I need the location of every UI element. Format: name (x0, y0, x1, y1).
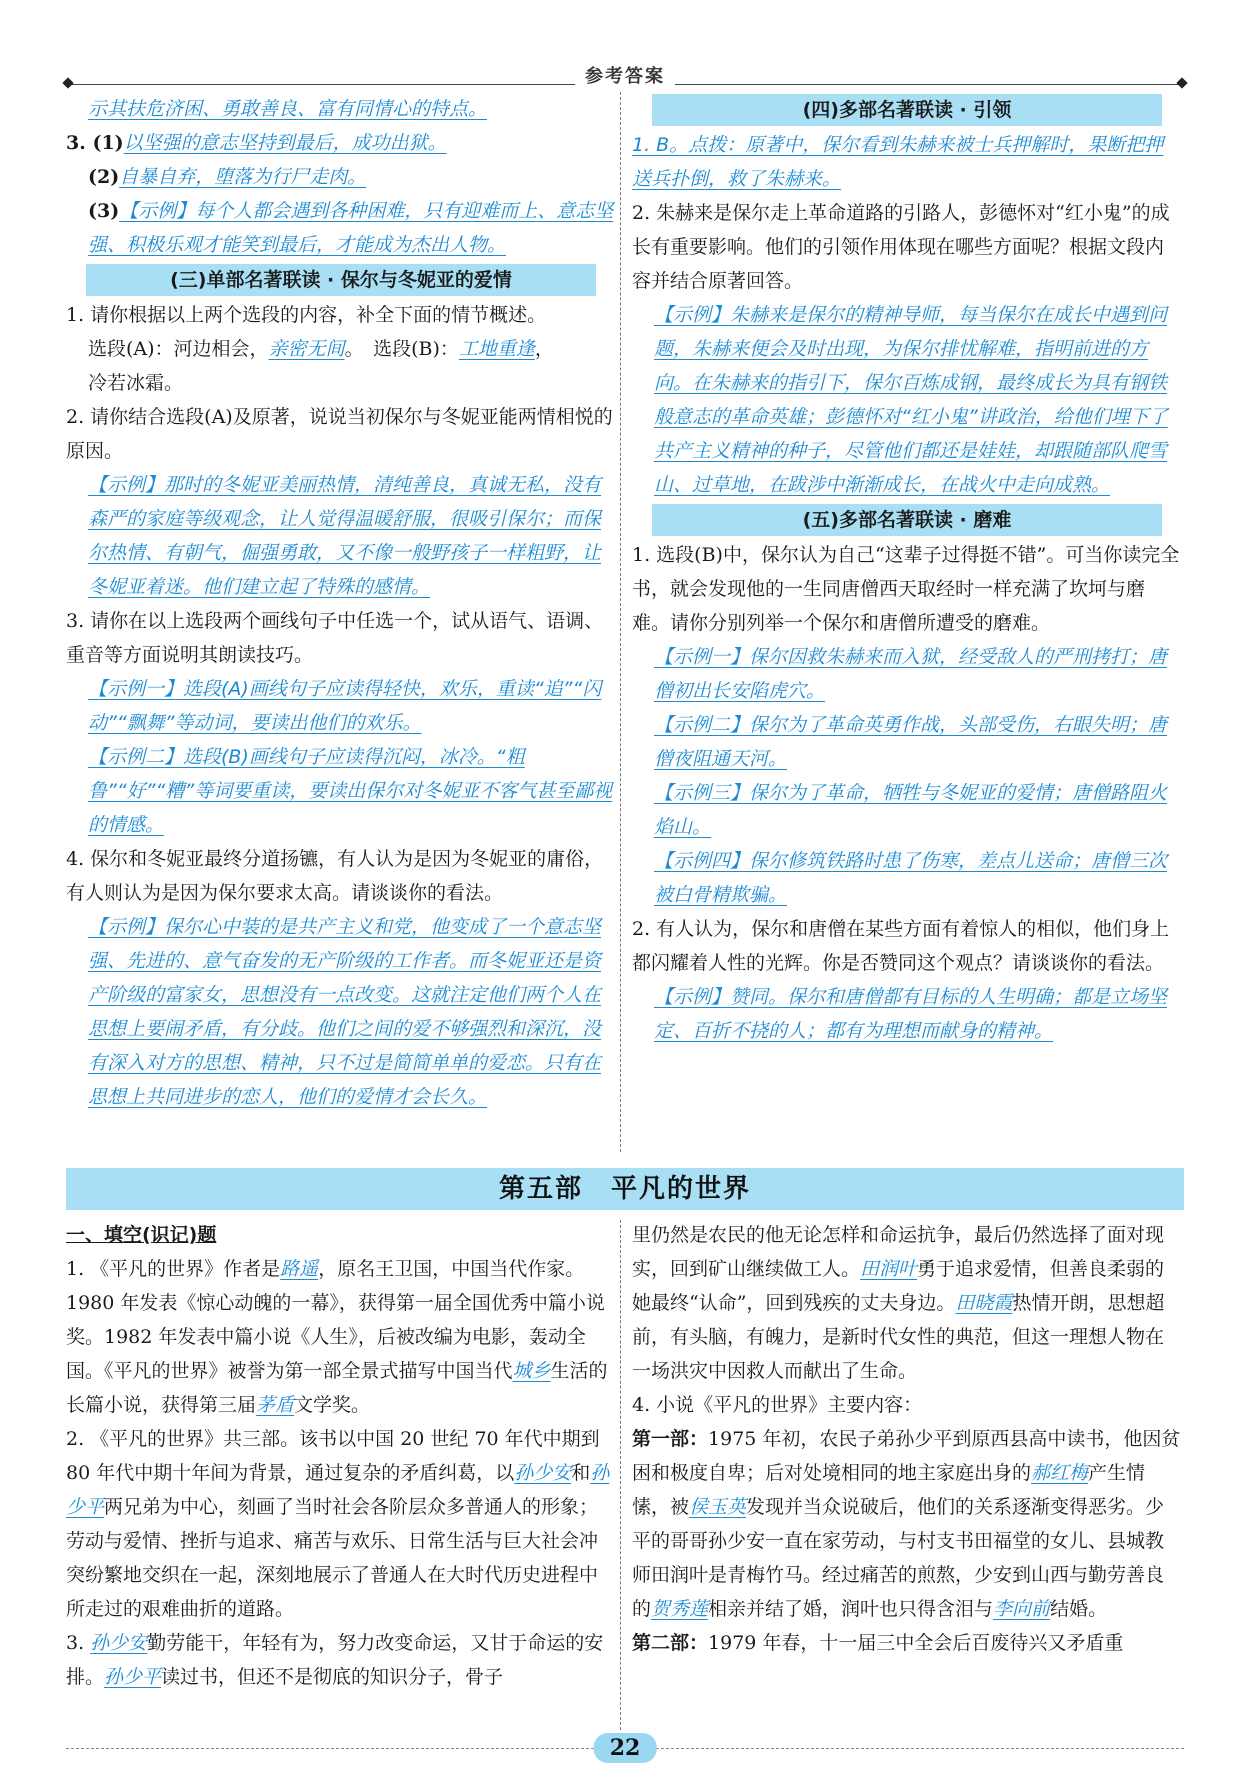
text: 2. 《平凡的世界》共三部。该书以中国 20 世纪 70 年代中期到 80 年代中期十年间为背景，通过复杂的矛盾纠葛，以 (66, 1428, 600, 1484)
text: 发现并当众说破后，他们的关系逐渐变得恶劣。少平的哥哥孙少安一直在家劳动，与村支书田福堂的女儿、县城教师田润叶是青梅竹马。经过痛苦的煎熬，少安到山西与勤劳善良的 (632, 1496, 1165, 1620)
question-3: 3. 请你在以上选段两个画线句子中任选一个，试从语气、语调、重音等方面说明其朗读技巧。 (66, 610, 604, 666)
answer-text: 李向前 (993, 1598, 1051, 1620)
left-column-top (66, 92, 616, 1114)
answer-text: 孙少安 (514, 1462, 572, 1484)
answer-text: 贺秀莲 (651, 1598, 709, 1620)
answer-text: 自暴自弃，堕落为行尸走肉。 (119, 166, 367, 188)
text: 3. (66, 1632, 91, 1654)
answer-text: 城乡 (512, 1360, 551, 1382)
text: ，原名王卫国，中国当代作家。1980 年发表《惊心动魄的一幕》，获得第一届全国优秀中篇小说奖。1982 年发表中篇小说《人生》，后被改编为电影，轰动全国。《平凡的世界》被誉为第一部全景式描写中国当代 (66, 1258, 605, 1382)
question-2: 2. 朱赫来是保尔走上革命道路的引路人，彭德怀对“红小鬼”的成长有重要影响。他们的引领作用体现在哪些方面呢？根据文段内容并结合原著回答。 (632, 202, 1170, 292)
answer-4: 【示例】保尔心中装的是共产主义和党，他变成了一个意志坚强、先进的、意气奋发的无产阶级的工作者。而冬妮亚还是资产阶级的富家女，思想没有一点改变。这就注定他们两个人在思想上要闹矛盾，有分歧。他们之间的爱不够强烈和深沉，没有深入对方的思想、精神，只不过是简简单单的爱恋。只有在思想上共同进步的恋人，他们的爱情才会长久。 (88, 916, 602, 1108)
example-2: 【示例二】保尔为了革命英勇作战，头部受伤，右眼失明；唐僧夜阻通天河。 (654, 714, 1168, 770)
answer-text: 田晓霞 (955, 1292, 1013, 1314)
answer-text: 孙少平 (104, 1666, 162, 1688)
column-divider-top (620, 92, 621, 1152)
question-4: 4. 保尔和冬妮亚最终分道扬镳，有人认为是因为冬妮亚的庸俗，有人则认为是因为保尔要求太高。请谈谈你的看法。 (66, 848, 604, 904)
right-column-top (632, 92, 1182, 1048)
answer-text: 郝红梅 (1031, 1462, 1089, 1484)
text: 1975 年初，农民子弟孙少平到原西县高中读书，他因贫困和极度自卑；后对处境相同的地主家庭出身的 (632, 1428, 1181, 1484)
answer-1: 1. B。点拨：原著中，保尔看到朱赫来被士兵押解时，果断把押送兵扑倒，救了朱赫来。 (632, 134, 1164, 190)
answer-text: 孙少安 (90, 1632, 148, 1654)
question-2: 2. 请你结合选段(A)及原著，说说当初保尔与冬妮亚能两情相悦的原因。 (66, 406, 613, 462)
text: 读过书，但还不是彻底的知识分子，骨子 (161, 1666, 504, 1688)
answer-text: 孙少平 (66, 1462, 610, 1518)
question-text: ， (534, 338, 554, 360)
answer-text: 亲密无间 (268, 338, 345, 360)
question-number: 3. (1) (66, 132, 124, 154)
question-2b: 2. 有人认为，保尔和唐僧在某些方面有着惊人的相似，他们身上都闪耀着人性的光辉。你是否赞同这个观点？请谈谈你的看法。 (632, 918, 1170, 974)
question-text: 冷若冰霜。 (88, 372, 184, 394)
example-3: 【示例三】保尔为了革命，牺牲与冬妮亚的爱情；唐僧路阻火焰山。 (654, 782, 1168, 838)
text: 相亲并结了婚，润叶也只得含泪与 (708, 1598, 994, 1620)
page-header (66, 60, 1184, 88)
question-1: 1. 选段(B)中，保尔认为自己“这辈子过得挺不错”。可当你读完全书，就会发现他的一生同唐僧西天取经时一样充满了坎坷与磨难。请你分别列举一个保尔和唐僧所遭受的磨难。 (632, 544, 1180, 634)
text: 热情开朗，思想超前，有头脑，有魄力，是新时代女性的典范，但这一理想人物在一场洪灾中因救人而献出了生命。 (632, 1292, 1165, 1382)
text: 产生情愫，被 (632, 1462, 1146, 1518)
question-number: (2) (88, 166, 120, 188)
answer-2b: 【示例】赞同。保尔和唐僧都有目标的人生明确；都是立场坚定、百折不挠的人；都有为理想而献身的精神。 (654, 986, 1168, 1042)
header-diamond-right (1176, 77, 1187, 88)
answer-text: 路遥 (280, 1258, 319, 1280)
answer-text: 以坚强的意志坚持到最后，成功出狱。 (123, 132, 447, 154)
answer-text: 田润叶 (860, 1258, 918, 1280)
text: 结婚。 (1050, 1598, 1108, 1620)
part-label: 第一部： (632, 1428, 709, 1450)
text: 1979 年春，十一届三中全会后百废待兴又矛盾重 (708, 1632, 1124, 1654)
question-4: 4. 小说《平凡的世界》主要内容： (632, 1394, 923, 1416)
section-heading-4: (四)多部名著联读 · 引领 (652, 94, 1162, 126)
page-number: 22 (594, 1733, 657, 1763)
text: 1. 《平凡的世界》作者是 (66, 1258, 281, 1280)
example-4: 【示例四】保尔修筑铁路时患了伤寒，差点儿送命；唐僧三次被白骨精欺骗。 (654, 850, 1168, 906)
question-1: 1. 请你根据以上两个选段的内容，补全下面的情节概述。 (66, 304, 547, 326)
section-heading-5: (五)多部名著联读 · 磨难 (652, 504, 1162, 536)
right-column-bottom (632, 1218, 1182, 1660)
text: 勤劳能干，年轻有为，努力改变命运，又甘于命运的安排。 (66, 1632, 604, 1688)
part-label: 第二部： (632, 1632, 709, 1654)
header-diamond-left (62, 77, 73, 88)
text: 勇于追求爱情，但善良柔弱的她最终“认命”，回到残疾的丈夫身边。 (632, 1258, 1165, 1314)
text: 文学奖。 (294, 1394, 371, 1416)
part-title-band: 第五部 平凡的世界 (66, 1168, 1184, 1210)
answer-text: 侯玉英 (689, 1496, 747, 1518)
subsection-heading: 一、填空(识记)题 (66, 1224, 217, 1246)
answer-2: 【示例】那时的冬妮亚美丽热情，清纯善良，真诚无私，没有森严的家庭等级观念，让人觉得温暖舒服，很吸引保尔；而保尔热情、有朝气，倔强勇敢，又不像一般野孩子一样粗野，让冬妮亚着迷。他们建立起了特殊的感情。 (88, 474, 602, 598)
answer-2: 【示例】朱赫来是保尔的精神导师，每当保尔在成长中遇到问题，朱赫来便会及时出现，为保尔排忧解难，指明前进的方向。在朱赫来的指引下，保尔百炼成钢，最终成长为具有钢铁般意志的革命英雄；彭德怀对“红小鬼”讲政治，给他们埋下了共产主义精神的种子，尽管他们都还是娃娃，却跟随部队爬雪山、过草地，在跋涉中渐渐成长，在战火中走向成熟。 (654, 304, 1168, 496)
text: 和 (571, 1462, 591, 1484)
question-text: 选段(A)：河边相会， (88, 338, 269, 360)
text: 生活的长篇小说，获得第三届 (66, 1360, 608, 1416)
answer-line: 示其扶危济困、勇敢善良、富有同情心的特点。 (88, 98, 488, 120)
answer-text: 茅盾 (256, 1394, 295, 1416)
question-text: 。 选段(B)： (344, 338, 459, 360)
question-number: (3) (88, 200, 120, 222)
header-title: 参考答案 (575, 62, 675, 88)
answer-3a: 【示例一】选段(A)画线句子应读得轻快，欢乐，重读“追”“闪动”“飘舞”等动词，要读出他们的欢乐。 (88, 678, 602, 734)
answer-text: 工地重逢 (458, 338, 535, 360)
answer-3b: 【示例二】选段(B)画线句子应读得沉闷，冰冷。“粗鲁”“好”“糟”等词要重读，要读出保尔对冬妮亚不客气甚至鄙视的情感。 (88, 746, 613, 836)
column-divider-bottom (620, 1220, 621, 1730)
example-1: 【示例一】保尔因救朱赫来而入狱，经受敌人的严刑拷打；唐僧初出长安陷虎穴。 (654, 646, 1168, 702)
left-column-bottom (66, 1218, 616, 1694)
text: 里仍然是农民的他无论怎样和命运抗争，最后仍然选择了面对现实，回到矿山继续做工人。 (632, 1224, 1165, 1280)
section-heading-3: (三)单部名著联读 · 保尔与冬妮亚的爱情 (86, 264, 596, 296)
answer-text: 【示例】每个人都会遇到各种困难，只有迎难而上、意志坚强、积极乐观才能笑到最后，才能成为杰出人物。 (88, 200, 614, 256)
text: 两兄弟为中心，刻画了当时社会各阶层众多普通人的形象；劳动与爱情、挫折与追求、痛苦与欢乐、日常生活与巨大社会冲突纷繁地交织在一起，深刻地展示了普通人在大时代历史进程中所走过的艰难曲折的道路。 (66, 1496, 599, 1620)
